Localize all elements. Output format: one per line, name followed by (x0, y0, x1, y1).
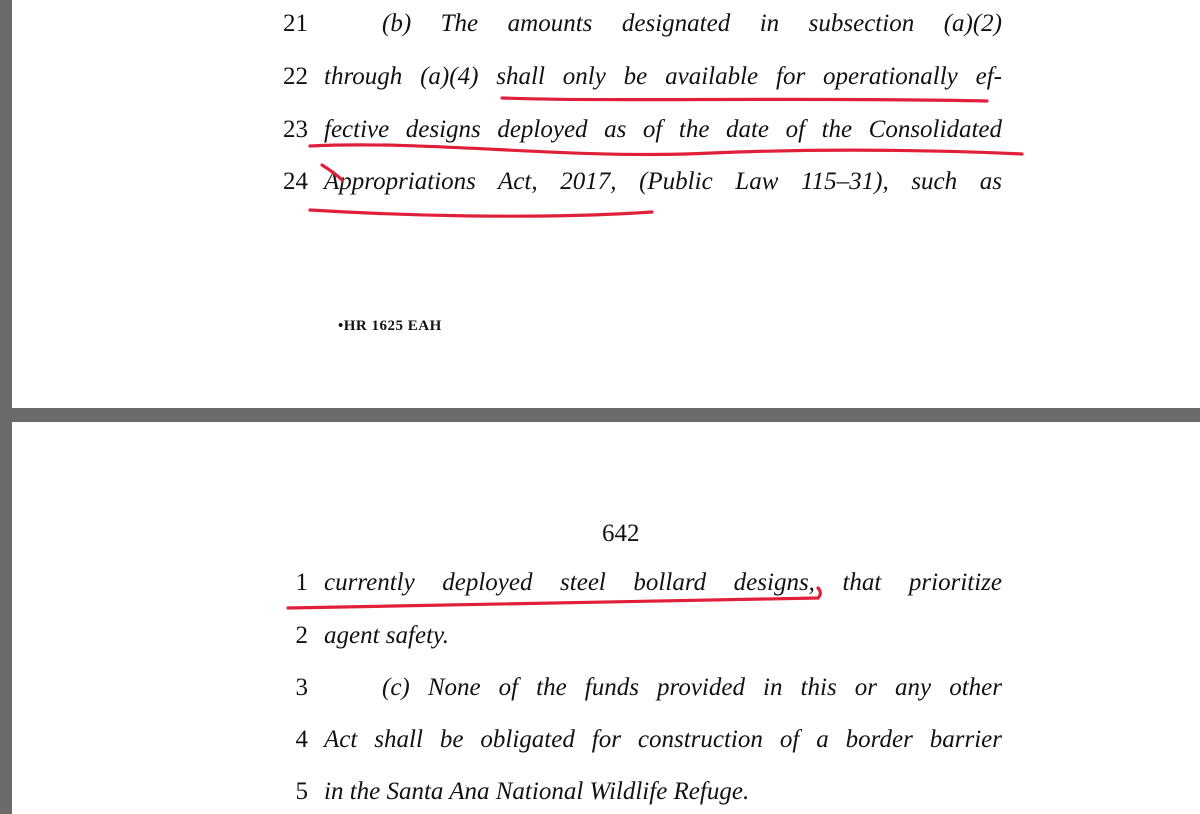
text-line (272, 772, 1002, 812)
line-number: 5 (295, 778, 308, 805)
text-line (272, 4, 1002, 44)
line-number: 1 (295, 569, 308, 596)
line-text: in the Santa Ana National Wildlife Refuge. (324, 778, 750, 805)
page-number: 642 (602, 520, 640, 547)
line-text: currently deployed steel bollard designs, that prioritize (324, 569, 1002, 596)
line-text: through (a)(4) shall only be available for operationally ef- (324, 63, 1002, 90)
text-line (272, 162, 1002, 202)
text-line (272, 616, 1002, 656)
text-line (272, 110, 1002, 150)
line-number: 24 (283, 168, 308, 195)
line-text: Act shall be obligated for construction of a border barrier (324, 726, 1002, 753)
text-line (272, 563, 1002, 603)
text-line (272, 720, 1002, 760)
line-number: 2 (295, 622, 308, 649)
underline-mark (310, 210, 652, 216)
line-text: (c) None of the funds provided in this or any other (382, 674, 1002, 701)
line-number: 22 (283, 63, 308, 90)
document-page-upper (12, 0, 1200, 408)
document-page-lower (12, 422, 1200, 814)
line-number: 4 (295, 726, 308, 753)
text-line (272, 668, 1002, 708)
bill-footer: •HR 1625 EAH (338, 318, 442, 334)
line-text: Appropriations Act, 2017, (Public Law 115–31), such as (324, 168, 1002, 195)
line-number: 21 (283, 10, 308, 37)
underline-mark (502, 98, 987, 101)
line-text: (b) The amounts designated in subsection (a)(2) (382, 10, 1002, 37)
line-text: fective designs deployed as of the date of the Consolidated (324, 116, 1002, 143)
line-number: 23 (283, 116, 308, 143)
text-line (272, 57, 1002, 97)
line-text: agent safety. (324, 622, 449, 649)
line-number: 3 (295, 674, 308, 701)
